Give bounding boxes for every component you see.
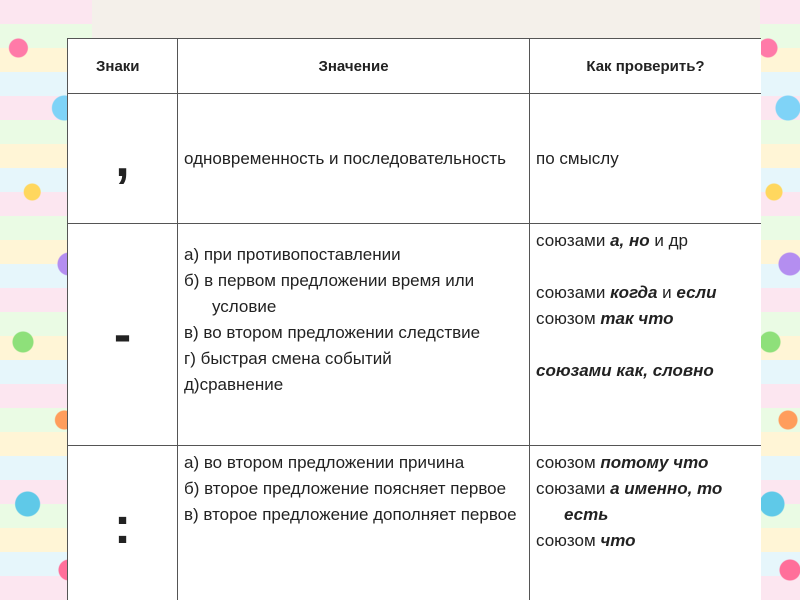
sign-cell	[68, 224, 178, 446]
table-header-row	[68, 39, 762, 94]
meaning-item: в) во втором предложении следствие	[184, 323, 481, 342]
check-item: по смыслу	[536, 148, 619, 168]
meaning-cell	[178, 94, 530, 224]
header-meaning: Значение	[178, 39, 530, 94]
meaning-item: б) в первом предложении время или условие	[184, 271, 475, 316]
check-item: союзами а, но и др	[536, 231, 688, 250]
meaning-item: г) быстрая смена событий	[184, 349, 392, 368]
check-cell	[530, 446, 762, 600]
meaning-item: б) второе предложение поясняет первое	[184, 479, 507, 498]
meaning-item: а) при противопоставлении	[184, 245, 401, 264]
sign-comma: ,	[115, 129, 130, 188]
meaning-item: одновременность и последовательность	[184, 148, 506, 168]
table-row	[68, 94, 762, 224]
table	[67, 38, 761, 600]
meaning-cell	[178, 446, 530, 600]
punctuation-table	[67, 38, 761, 600]
sign-cell	[68, 94, 178, 224]
floral-border-right	[760, 0, 800, 600]
check-cell	[530, 224, 762, 446]
check-cell	[530, 94, 762, 224]
meaning-cell	[178, 224, 530, 446]
header-check: Как проверить?	[530, 39, 762, 94]
check-item: союзами как, словно	[536, 361, 714, 380]
check-item: союзами когда и если	[536, 283, 717, 302]
sign-cell	[68, 446, 178, 600]
header-signs: Знаки	[68, 39, 178, 94]
table-row	[68, 224, 762, 446]
sign-dash: -	[113, 305, 132, 364]
check-item: союзом потому что	[536, 453, 709, 472]
check-item: союзами а именно, то есть	[536, 479, 723, 524]
table-row	[68, 446, 762, 600]
sign-colon: :	[113, 496, 132, 555]
meaning-item: а) во втором предложении причина	[184, 453, 465, 472]
meaning-item: в) второе предложение дополняет первое	[184, 505, 517, 524]
check-item: союзом так что	[536, 309, 674, 328]
meaning-item: д)сравнение	[184, 375, 284, 394]
check-item: союзом что	[536, 531, 636, 550]
